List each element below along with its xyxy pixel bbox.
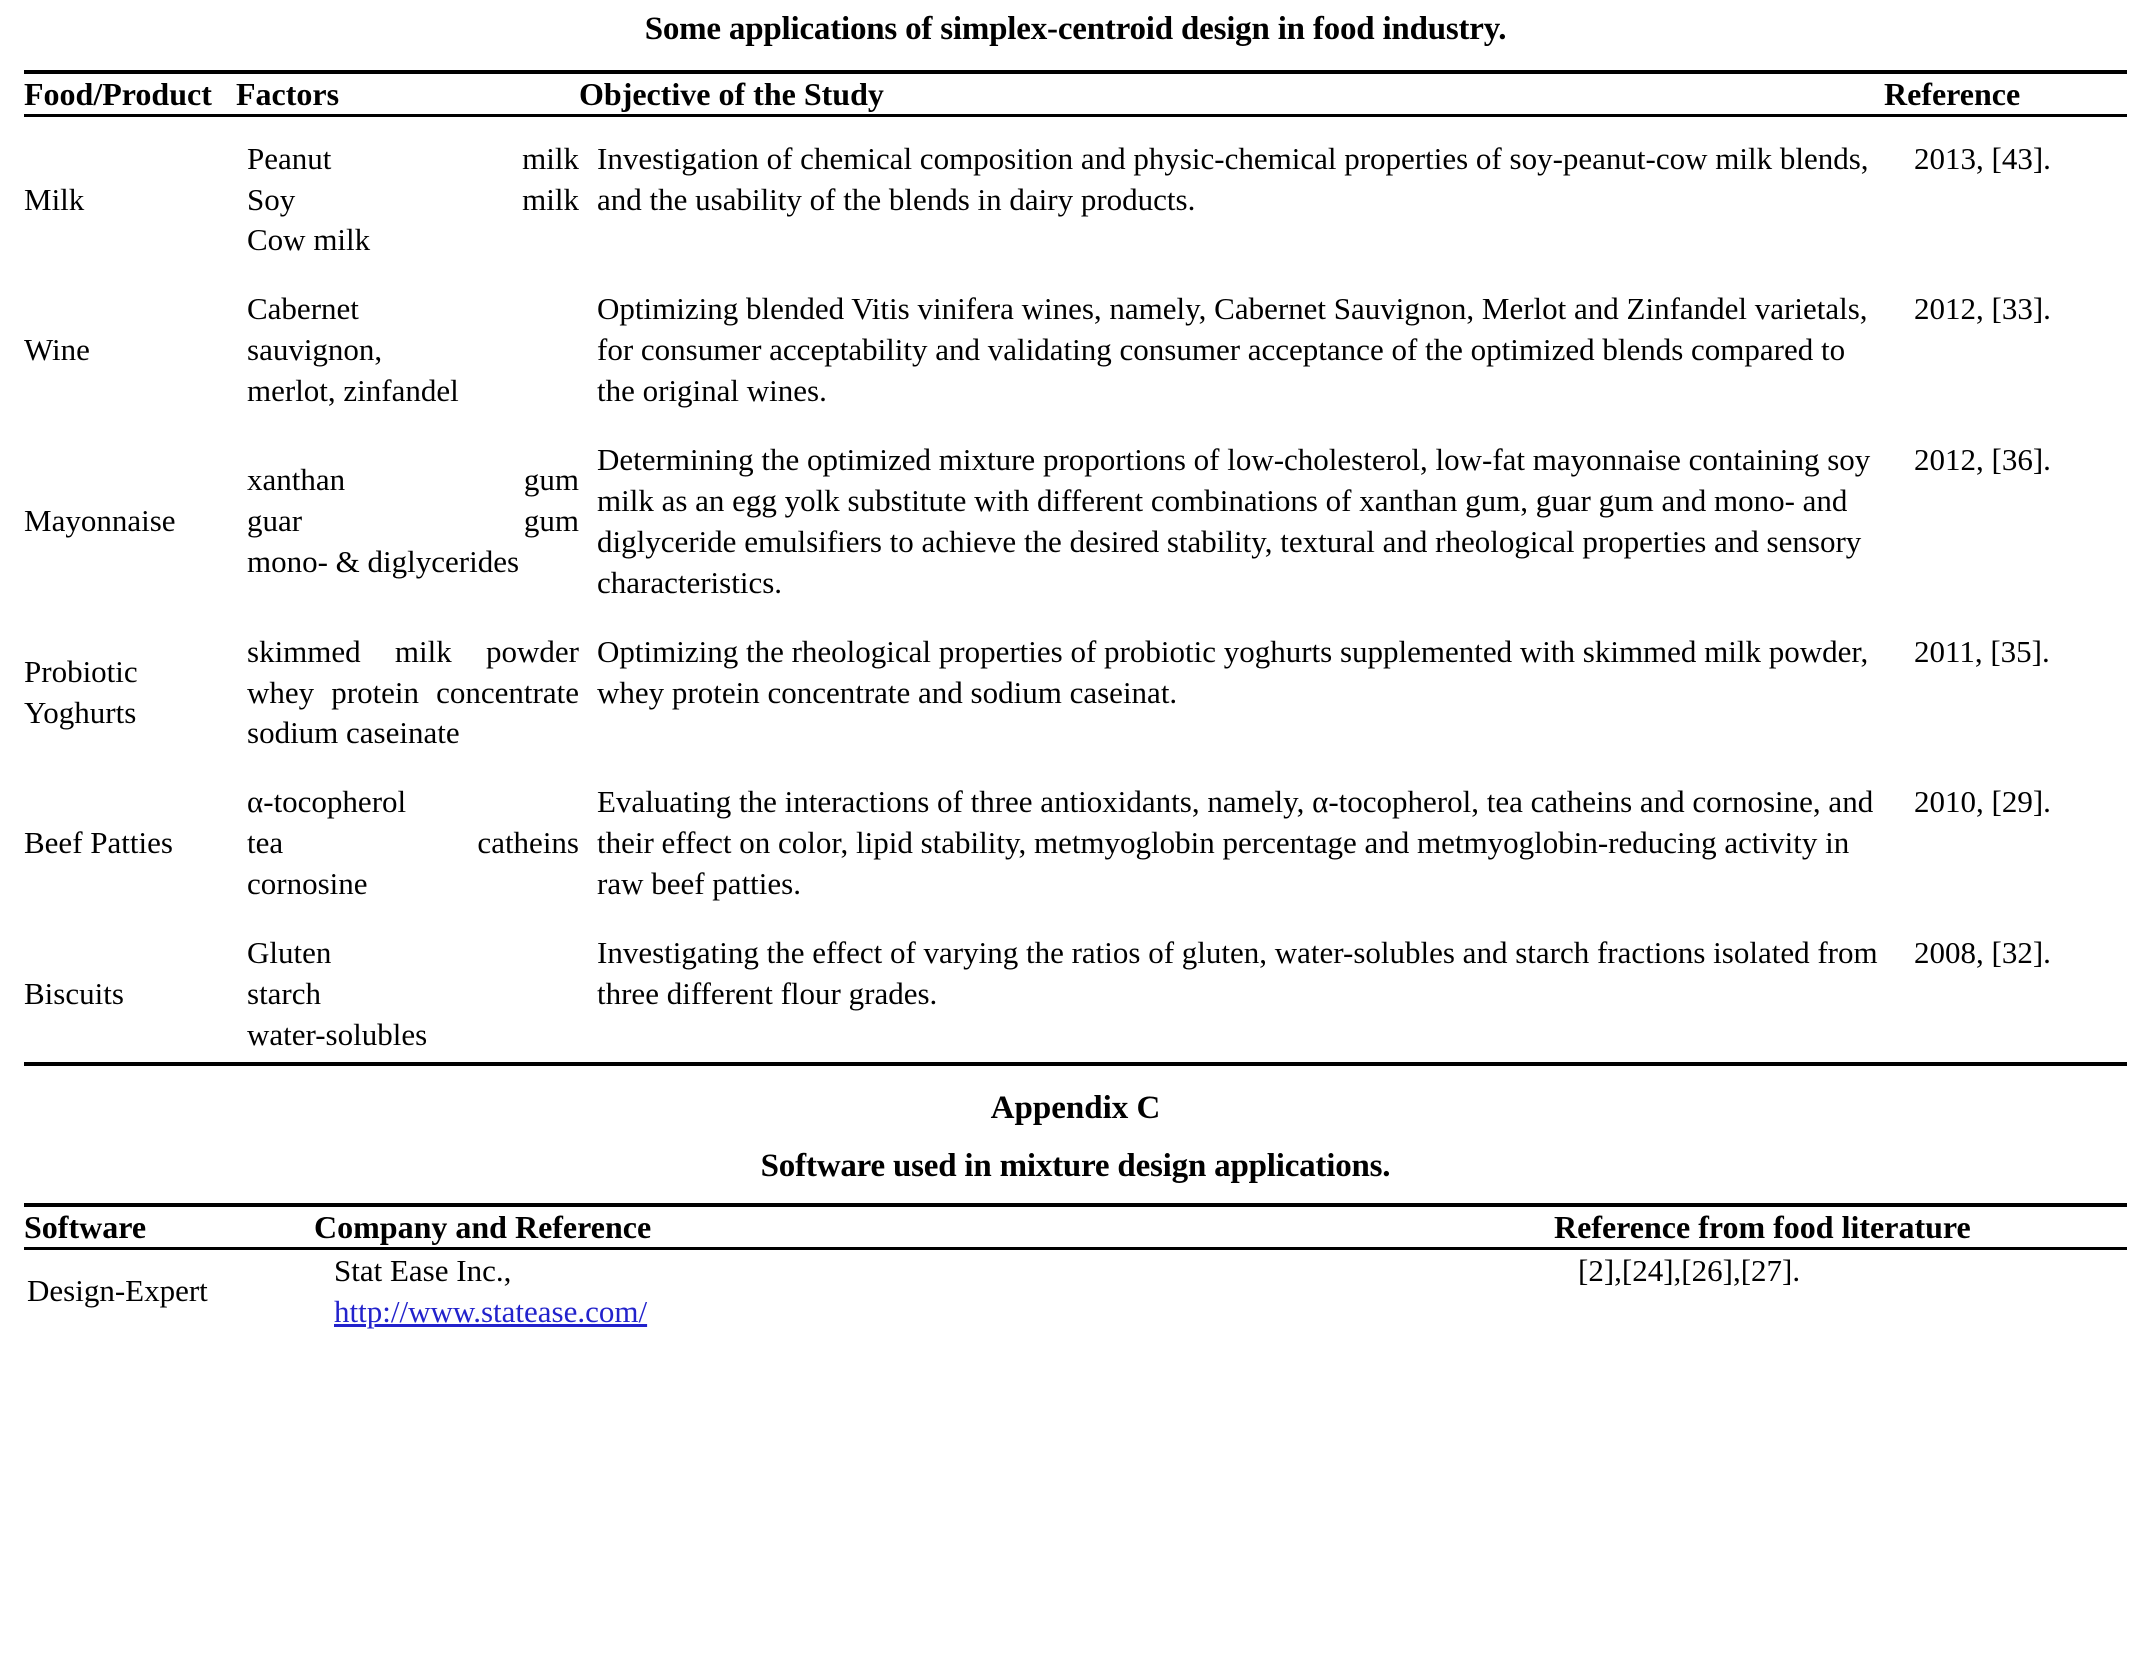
factor-item: Cabernet <box>247 291 359 327</box>
appendix-title: Appendix C <box>990 1089 1161 1126</box>
factor-item: guar gum <box>247 503 579 539</box>
factor-item: Cow milk <box>247 222 371 258</box>
table-a-header-row <box>24 74 2127 114</box>
factor-item: cornosine <box>247 866 368 902</box>
factor-item: Soy milk <box>247 181 579 217</box>
table-a <box>24 74 2127 114</box>
table-row <box>24 267 2127 418</box>
cell-factors <box>236 911 579 1062</box>
column-header-factors: Factors <box>236 75 340 112</box>
cell-reference: 2008, [32]. <box>1914 935 2051 971</box>
cell-objective: Investigating the effect of varying the ratios of gluten, water-solubles and starch fractions isolated from three different flour grades. <box>597 935 1878 1011</box>
column-header-software: Software <box>24 1208 147 1245</box>
factor-item: tea catheins <box>247 825 579 861</box>
cell-objective: Evaluating the interactions of three antioxidants, namely, α-tocopherol, tea catheins and cornosine, and their effect on color, lipid stability, metmyoglobin percentage and metmyoglobin-reducing activity in raw beef patties. <box>597 784 1874 902</box>
caption-spacer <box>24 50 2127 70</box>
column-header-reference-from-food-literature: Reference from food literature <box>1554 1208 1971 1245</box>
cell-objective: Optimizing the rheological properties of probiotic yoghurts supplemented with skimmed milk powder, whey protein concentrate and sodium caseinat. <box>597 633 1869 710</box>
cell-reference: 2010, [29]. <box>1914 784 2051 820</box>
table-row <box>24 610 2127 761</box>
factor-item: xanthan gum <box>247 462 579 498</box>
cell-factors <box>236 760 579 911</box>
cell-factors <box>236 117 579 268</box>
cell-reference: 2012, [33]. <box>1914 291 2051 327</box>
table-b-header-row <box>24 1207 2127 1247</box>
factor-item: starch <box>247 976 322 1011</box>
cell-food-product: Beef Patties <box>24 825 173 861</box>
cell-objective: Investigation of chemical composition and physic-chemical properties of soy-peanut-cow milk blends, and the usability of the blends in dairy products. <box>597 140 1869 217</box>
cell-reference: 2013, [43]. <box>1914 140 2051 176</box>
table-row <box>24 911 2127 1062</box>
table-row <box>24 418 2127 610</box>
table-row <box>24 1250 2127 1332</box>
cell-factors <box>236 418 579 610</box>
cell-food-product: Mayonnaise <box>24 503 176 539</box>
factor-item: water-solubles <box>247 1016 428 1052</box>
table-row <box>24 760 2127 911</box>
caption-spacer-b <box>24 1187 2127 1203</box>
company-website-link[interactable]: http://www.statease.com/ <box>334 1293 648 1329</box>
factor-item: sauvignon, <box>247 332 383 368</box>
factor-item: skimmed milk powder <box>247 633 579 669</box>
table-b-body <box>24 1250 2127 1332</box>
cell-software-name: Design-Expert <box>27 1273 208 1309</box>
factor-item: whey protein concentrate <box>247 674 579 710</box>
cell-company <box>314 1250 1554 1332</box>
cell-objective: Determining the optimized mixture proportions of low-cholesterol, low-fat mayonnaise containing soy milk as an egg yolk substitute with different combinations of xanthan gum, guar gum and mono- and diglyceride emulsifiers to achieve the desired stability, textural and rheological properties and sensory characteristics. <box>597 442 1871 600</box>
column-header-objective: Objective of the Study <box>579 75 884 112</box>
factor-item: merlot, zinfandel <box>247 373 459 409</box>
table-b-caption: Software used in mixture design applications. <box>760 1148 1391 1185</box>
cell-food-product: Wine <box>24 332 90 368</box>
table-a-caption: Some applications of simplex-centroid design in food industry. <box>644 11 1507 47</box>
factor-item: α-tocopherol <box>247 784 407 820</box>
cell-reference: 2011, [35]. <box>1914 633 2050 669</box>
factor-item: Gluten <box>247 935 332 971</box>
table-a-body <box>24 117 2127 1062</box>
company-name: Stat Ease Inc., <box>334 1252 512 1288</box>
cell-food-product: Probiotic Yoghurts <box>24 654 138 731</box>
cell-food-product: Milk <box>24 181 85 217</box>
column-header-food-product: Food/Product <box>24 75 212 112</box>
cell-objective: Optimizing blended Vitis vinifera wines, namely, Cabernet Sauvignon, Merlot and Zinfandel varietals, for consumer acceptability and validating consumer acceptance of the optimized blends compared to the original wines. <box>597 291 1868 409</box>
cell-food-product: Biscuits <box>24 976 124 1011</box>
table-row <box>24 117 2127 268</box>
column-header-company-and-reference: Company and Reference <box>314 1208 652 1245</box>
factor-item: Peanut milk <box>247 140 579 176</box>
table-b <box>24 1207 2127 1247</box>
cell-food-literature-reference: [2],[24],[26],[27]. <box>1578 1252 1801 1288</box>
cell-reference: 2012, [36]. <box>1914 442 2051 478</box>
factor-item: mono- & diglycerides <box>247 544 520 580</box>
cell-factors <box>236 267 579 418</box>
factor-item: sodium caseinate <box>247 715 460 751</box>
column-header-reference: Reference <box>1884 75 2021 112</box>
cell-factors <box>236 610 579 761</box>
